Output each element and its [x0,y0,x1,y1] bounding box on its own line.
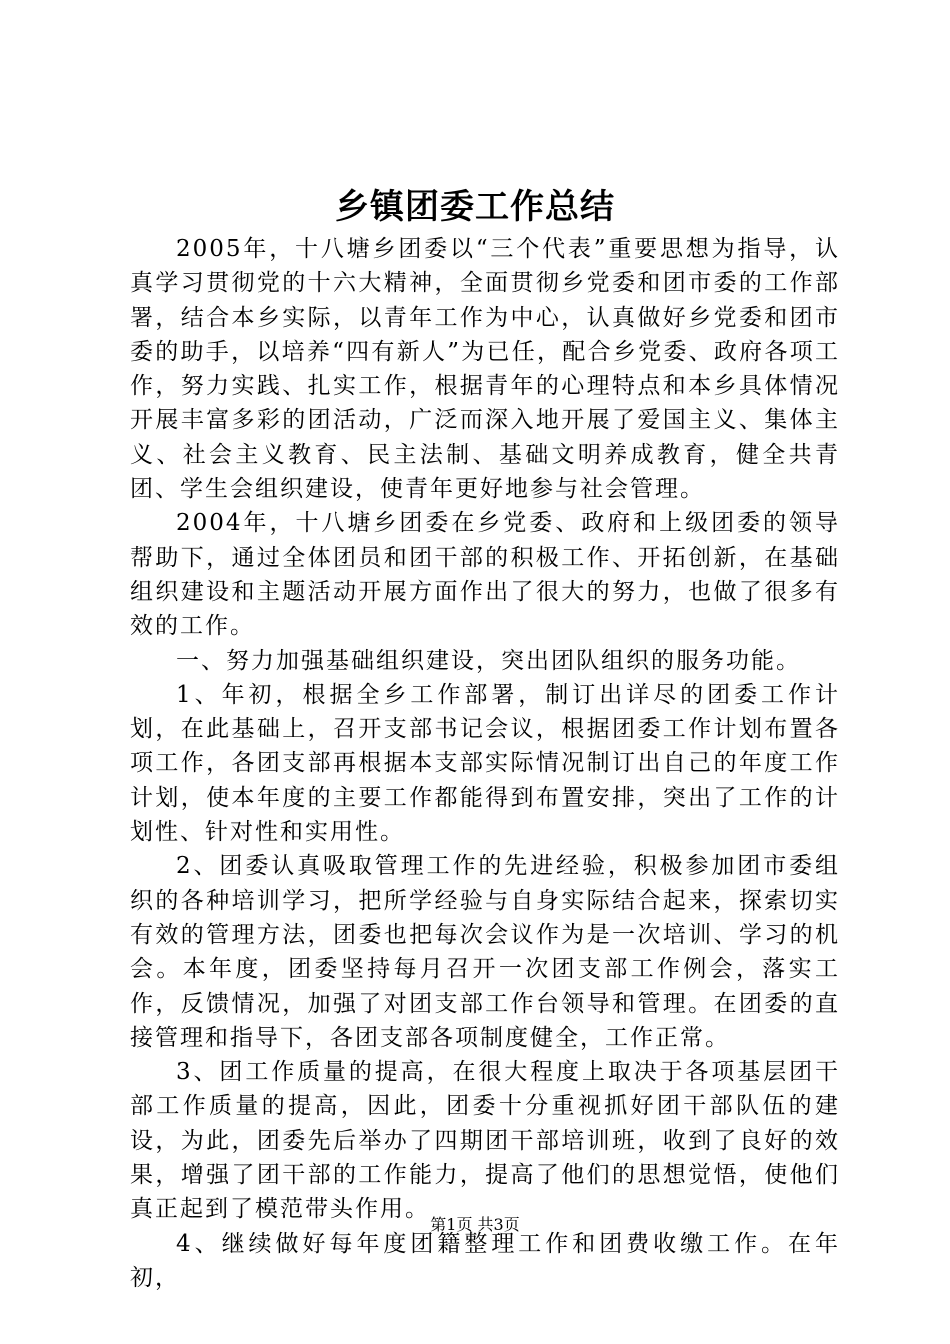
document-title: 乡镇团委工作总结 [335,187,615,227]
paragraph-5: 2、团委认真吸取管理工作的先进经验，积极参加团市委组织的各种培训学习，把所学经验与自身实际结合起来，探索切实有效的管理方法，团委也把每次会议作为是一次培训、学习的机会。本年度，团委坚持每月召开一次团支部工作例会，落实工作，反馈情况，加强了对团支部工作台领导和管理。在团委的直接管理和指导下，各团支部各项制度健全，工作正常。 [130,853,840,1051]
paragraph-6: 3、团工作质量的提高，在很大程度上取决于各项基层团干部工作质量的提高，因此，团委十分重视抓好团干部队伍的建设，为此，团委先后举办了四期团干部培训班，收到了良好的效果，增强了团干部的工作能力，提高了他们的思想觉悟，使他们真正起到了模范带头作用。 [130,1059,840,1223]
document-body [130,232,840,1295]
paragraph-4: 1、年初，根据全乡工作部署，制订出详尽的团委工作计划，在此基础上，召开支部书记会议，根据团委工作计划布置各项工作，各团支部再根据本支部实际情况制订出自己的年度工作计划，使本年度的主要工作都能得到布置安排，突出了工作的计划性、针对性和实用性。 [130,681,840,846]
paragraph-1: 2005年，十八塘乡团委以“三个代表”重要思想为指导，认真学习贯彻党的十六大精神，全面贯彻乡党委和团市委的工作部署，结合本乡实际，以青年工作为中心，认真做好乡党委和团市委的助手，以培养“四有新人”为已任，配合乡党委、政府各项工作，努力实践、扎实工作，根据青年的心理特点和本乡具体情况开展丰富多彩的团活动，广泛而深入地开展了爱国主义、集体主义、社会主义教育、民主法制、基础文明养成教育，健全共青团、学生会组织建设，使青年更好地参与社会管理。 [130,236,840,503]
paragraph-3: 一、努力加强基础组织建设，突出团队组织的服务功能。 [176,647,801,674]
page-number-footer: 第1页 共3页 [430,1215,520,1234]
paragraph-2: 2004年，十八塘乡团委在乡党委、政府和上级团委的领导帮助下，通过全体团员和团干部的积极工作、开拓创新，在基础组织建设和主题活动开展方面作出了很大的努力，也做了很多有效的工作。 [130,510,840,640]
paragraph-7: 4、继续做好每年度团籍整理工作和团费收缴工作。在年初， [130,1230,840,1291]
